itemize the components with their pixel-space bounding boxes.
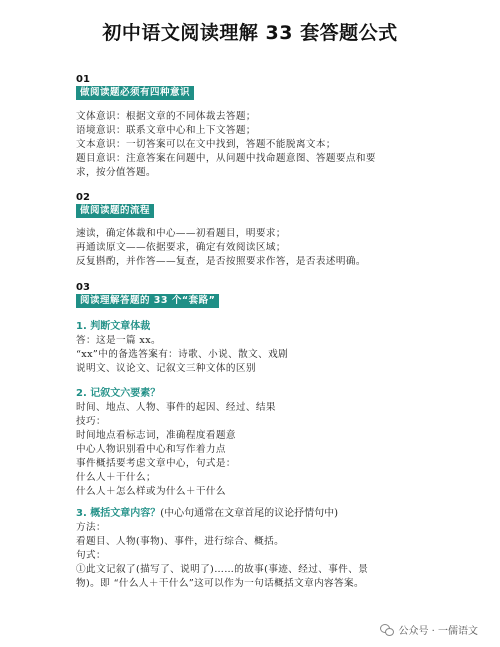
item-2-line: 时间地点看标志词，准确程度看题意 — [76, 430, 236, 441]
item-3-title — [76, 507, 338, 521]
item-3-note: (中心句通常在文章首尾的议论抒情句中) — [160, 508, 339, 519]
section-3-heading: 阅读理解答题的 33 个“套路” — [76, 294, 219, 308]
section-1-number: 01 — [76, 74, 90, 85]
item-1-line: “xx”中的备选答案有：诗歌、小说、散文、戏剧 — [76, 349, 289, 360]
page-title: 初中语文阅读理解 33 套答题公式 — [102, 22, 398, 44]
item-3-line: 物)。即 “什么人＋干什么”这可以作为一句话概括文章内容答案。 — [76, 578, 365, 589]
section-1-line: 文本意识：一切答案可以在文中找到，答题不能脱离文本； — [76, 139, 336, 150]
item-2-line: 技巧： — [76, 416, 106, 427]
item-2-line: 什么人＋怎么样或为什么＋干什么 — [76, 486, 226, 497]
item-3-line: 方法： — [76, 522, 106, 533]
section-2-line: 速读，确定体裁和中心——初看题目，明要求； — [76, 228, 286, 239]
item-3-line: 句式： — [76, 550, 106, 561]
item-2-title-text: 2. 记叙文六要素？ — [76, 388, 161, 399]
item-2-line: 中心人物识别看中心和写作着力点 — [76, 444, 226, 455]
section-1-heading: 做阅读题必须有四种意识 — [76, 86, 194, 100]
section-1-line: 文体意识：根据文章的不同体裁去答题； — [76, 111, 256, 122]
item-3-title-text: 3. 概括文章内容？ — [76, 508, 161, 519]
item-1-line: 说明文、议论文、记叙文三种文体的区别 — [76, 363, 256, 374]
item-2-title — [76, 387, 160, 401]
item-1-title — [76, 320, 150, 334]
footer-watermark — [380, 622, 478, 637]
section-2-line: 再通读原文——依据要求，确定有效阅读区域； — [76, 242, 286, 253]
item-2-line: 时间、地点、人物、事件的起因、经过、结果 — [76, 402, 276, 413]
section-2-number: 02 — [76, 192, 90, 203]
section-1-line: 题目意识：注意答案在问题中，从问题中找命题意图、答题要点和要 — [76, 153, 376, 164]
item-1-line: 答：这是一篇 xx。 — [76, 335, 162, 346]
item-2-line: 事件概括要考虑文章中心，句式是： — [76, 458, 236, 469]
section-3-number: 03 — [76, 282, 90, 293]
section-2-line: 反复斟酌，并作答——复查，是否按照要求作答，是否表述明确。 — [76, 256, 366, 267]
section-1-line: 语境意识：联系文章中心和上下文答题； — [76, 125, 256, 136]
item-3-line: 看题目、人物(事物)、事件，进行综合、概括。 — [76, 536, 285, 547]
footer-text: 公众号 · 一儒语文 — [398, 626, 478, 637]
section-2-heading: 做阅读题的流程 — [76, 204, 154, 218]
wechat-icon — [380, 624, 394, 636]
item-3-line: ①此文记叙了(描写了、说明了)……的故事(事迹、经过、事件、景 — [76, 564, 369, 575]
item-2-line: 什么人＋干什么； — [76, 472, 156, 483]
item-1-title-text: 1. 判断文章体裁 — [76, 321, 151, 332]
section-1-line: 求，按分值答题。 — [76, 167, 156, 178]
